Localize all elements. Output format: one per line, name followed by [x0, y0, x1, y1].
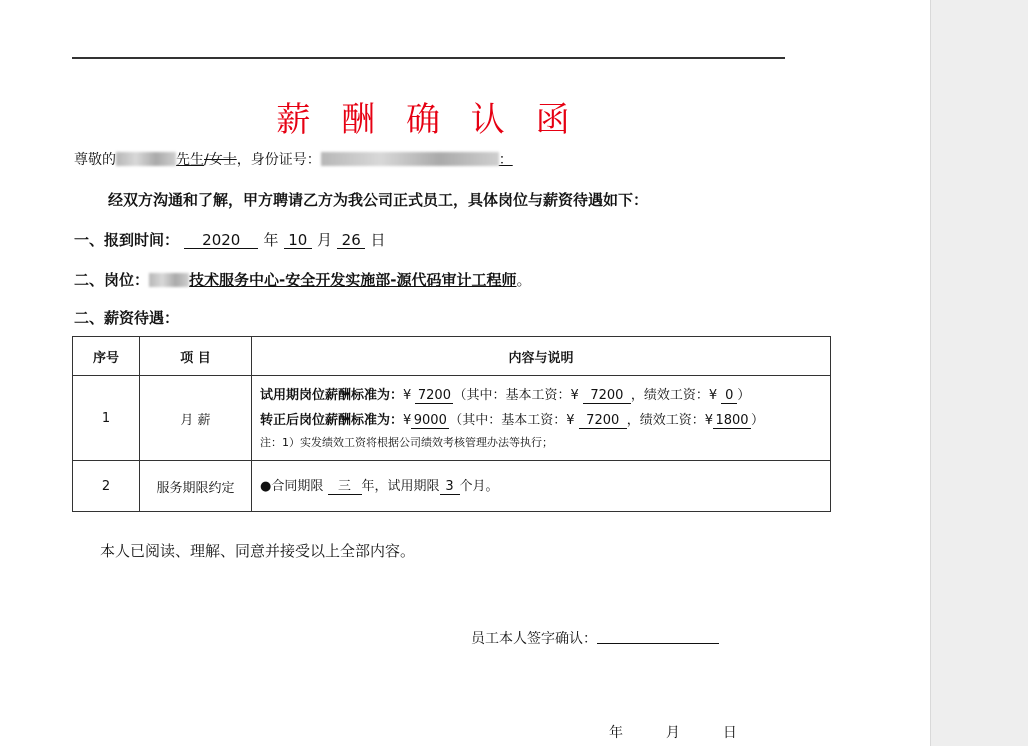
row-number: 1: [73, 376, 140, 461]
salutation-struck-title: /女士: [204, 152, 237, 168]
regular-performance-amount: 1800: [713, 414, 751, 429]
salutation-prefix: 尊敬的: [74, 152, 116, 168]
trial-breakdown-text: （其中：基本工资：¥: [453, 388, 579, 403]
header-details: 内容与说明: [252, 337, 831, 376]
report-month: 10: [284, 233, 312, 249]
bullet-icon: ●: [260, 478, 272, 494]
service-term-details: [252, 461, 831, 512]
redacted-id-number: [321, 152, 499, 166]
contract-term-value: 三: [328, 480, 362, 495]
salary-note: 注：1）实发绩效工资将根据公司绩效考核管理办法等执行；: [260, 436, 553, 449]
contract-term-text: 合同期限: [271, 478, 324, 494]
report-month-unit: 月: [316, 231, 332, 249]
table-row: [73, 376, 831, 461]
document-title: 薪 酬 确 认 函: [276, 100, 580, 140]
table-header-row: [73, 337, 831, 376]
report-time-line: [74, 229, 385, 250]
footer-month: 月: [665, 725, 680, 741]
position-suffix: 。: [516, 271, 532, 289]
salary-table: [72, 336, 831, 512]
footer-year: 年: [609, 725, 623, 741]
salary-section-heading: 二、薪资待遇：: [74, 309, 180, 327]
report-time-label: 一、报到时间：: [74, 231, 180, 249]
header-rule: [72, 57, 785, 59]
position-label: 二、岗位：: [74, 271, 150, 289]
row-number: 2: [73, 461, 140, 512]
intro-paragraph: 经双方沟通和了解，甲方聘请乙方为我公司正式员工，具体岗位与薪资待遇如下：: [108, 191, 649, 209]
viewer-side-gutter: [930, 0, 1028, 746]
report-day: 26: [337, 233, 365, 249]
regular-close: ）: [751, 413, 765, 428]
trial-close: ）: [737, 388, 751, 403]
row-item: 服务期限约定: [140, 461, 252, 512]
regular-total-amount: 9000: [411, 414, 449, 429]
header-item: 项 目: [140, 337, 252, 376]
trial-performance-text: ，绩效工资：¥: [630, 388, 718, 403]
salutation-title: 先生: [176, 152, 204, 168]
probation-unit: 个月。: [459, 478, 499, 494]
trial-salary-line: [260, 383, 830, 408]
trial-performance-amount: 0: [721, 389, 737, 404]
signature-blank: [597, 643, 719, 644]
regular-base-amount: 7200: [579, 414, 627, 429]
position-title: 技术服务中心-安全开发实施部-源代码审计工程师: [189, 271, 517, 289]
redacted-company: [149, 273, 189, 287]
regular-currency: ¥: [403, 413, 412, 428]
id-label: ，身份证号：: [236, 152, 321, 168]
acceptance-statement: 本人已阅读、理解、同意并接受以上全部内容。: [100, 542, 416, 560]
contract-term-unit: 年，试用期限: [361, 478, 440, 494]
footer-day: 日: [722, 725, 737, 741]
signature-date-line: [609, 722, 737, 742]
report-day-unit: 日: [370, 231, 386, 249]
probation-value: 3: [440, 480, 460, 495]
signature-label: 员工本人签字确认：: [471, 631, 597, 647]
employee-signature-line: [471, 628, 719, 648]
trial-currency: ¥: [403, 388, 412, 403]
row-item: 月 薪: [140, 376, 252, 461]
report-year-unit: 年: [263, 231, 279, 249]
trial-total-amount: 7200: [415, 389, 453, 404]
salutation-line: [74, 149, 513, 169]
regular-salary-line: [260, 408, 830, 433]
trial-base-amount: 7200: [583, 389, 631, 404]
salary-details: [252, 376, 831, 461]
trial-salary-label: 试用期岗位薪酬标准为：: [260, 388, 404, 403]
regular-salary-label: 转正后岗位薪酬标准为：: [260, 413, 404, 428]
report-year: 2020: [184, 233, 258, 249]
redacted-name: [116, 152, 176, 166]
regular-performance-text: ，绩效工资：¥: [626, 413, 713, 428]
salutation-end-mark: ：: [498, 152, 513, 168]
header-number: 序号: [73, 337, 140, 376]
table-row: [73, 461, 831, 512]
regular-breakdown-text: （其中：基本工资：¥: [449, 413, 575, 428]
position-line: [74, 269, 532, 290]
